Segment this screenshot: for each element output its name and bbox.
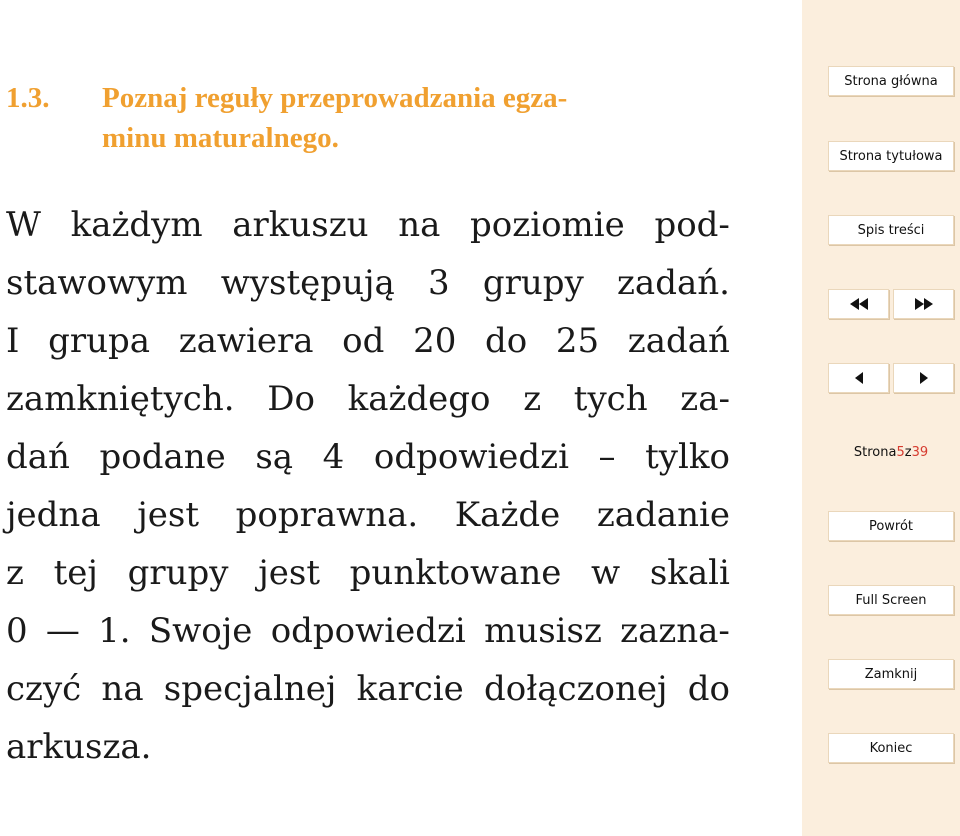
previous-page-button[interactable] [828, 363, 889, 393]
body-word: z [523, 379, 542, 419]
body-word: podane [99, 437, 226, 477]
section-title-line-2: minu maturalnego. [102, 122, 339, 154]
body-word: do [484, 321, 528, 361]
body-word: skali [649, 553, 730, 593]
body-word: pod- [654, 205, 730, 245]
close-button[interactable]: Zamknij [828, 659, 954, 689]
body-word: Do [267, 379, 315, 419]
page-nav-pair [828, 363, 954, 393]
body-word: odpowiedzi [373, 437, 569, 477]
next-icon [919, 372, 929, 384]
body-word: tylko [645, 437, 730, 477]
body-word: zazna- [620, 611, 730, 651]
body-word: arkuszu [232, 205, 369, 245]
body-word: czyć [6, 669, 82, 709]
body-word: specjalnej [163, 669, 337, 709]
fast-backward-button[interactable] [828, 289, 889, 319]
section-title [102, 78, 736, 158]
body-word: zawiera [178, 321, 314, 361]
page-label: Strona [853, 444, 897, 460]
fast-backward-icon [849, 298, 869, 310]
body-word: – [598, 437, 616, 477]
body-word: każdym [70, 205, 203, 245]
body-word: musisz [484, 611, 602, 651]
page-of-label: z [904, 444, 912, 460]
body-word: 0 [6, 611, 28, 651]
body-word: każdego [347, 379, 491, 419]
body-word: punktowane [349, 553, 562, 593]
body-word: są [255, 437, 294, 477]
full-screen-button[interactable]: Full Screen [828, 585, 954, 615]
body-word: w [591, 553, 621, 593]
body-word: grupy [127, 553, 229, 593]
body-line [6, 254, 730, 312]
body-word: grupy [482, 263, 584, 303]
page-indicator [828, 437, 954, 467]
body-paragraph [6, 196, 730, 776]
body-word: zadań [627, 321, 730, 361]
body-line [6, 196, 730, 254]
body-word: 1. [98, 611, 131, 651]
body-line [6, 428, 730, 486]
body-word: na [101, 669, 144, 709]
navigation-sidebar [802, 0, 960, 836]
section-number: 1.3. [6, 82, 50, 114]
fast-forward-icon [914, 298, 934, 310]
body-word: na [398, 205, 441, 245]
body-word: Swoje [148, 611, 253, 651]
body-word: jest [258, 553, 320, 593]
body-word: odpowiedzi [270, 611, 466, 651]
body-line [6, 718, 730, 776]
body-word: 4 [322, 437, 345, 477]
fast-forward-button[interactable] [893, 289, 954, 319]
body-word: tych [573, 379, 648, 419]
section-title-line-1: Poznaj reguły przeprowadzania egza- [102, 82, 568, 114]
body-line [6, 486, 730, 544]
body-line [6, 544, 730, 602]
body-word: zadań. [617, 263, 730, 303]
body-word: — [45, 611, 80, 651]
total-pages-number: 39 [911, 444, 929, 460]
body-word: z [6, 553, 24, 593]
body-word: 3 [428, 263, 450, 303]
body-word: dań [6, 437, 70, 477]
body-word: dołączonej [484, 669, 668, 709]
body-word: poziomie [470, 205, 625, 245]
body-line [6, 660, 730, 718]
body-line [6, 312, 730, 370]
body-word: zamkniętych. [6, 379, 235, 419]
body-word: jest [137, 495, 199, 535]
section-heading [6, 78, 736, 158]
body-word: grupa [48, 321, 151, 361]
previous-icon [854, 372, 864, 384]
body-word: zadanie [596, 495, 730, 535]
body-word: W [6, 205, 41, 245]
body-word: karcie [356, 669, 464, 709]
body-word: za- [680, 379, 730, 419]
body-word: od [342, 321, 385, 361]
body-word: Każde [454, 495, 561, 535]
body-word: jedna [6, 495, 101, 535]
table-of-contents-button[interactable]: Spis treści [828, 215, 954, 245]
body-line [6, 370, 730, 428]
body-line [6, 602, 730, 660]
body-word: występują [220, 263, 395, 303]
body-word: stawowym [6, 263, 188, 303]
back-button[interactable]: Powrót [828, 511, 954, 541]
next-page-button[interactable] [893, 363, 954, 393]
title-page-button[interactable]: Strona tytułowa [828, 141, 954, 171]
body-word: 25 [555, 321, 600, 361]
body-word: I [6, 321, 20, 361]
body-word: arkusza. [6, 727, 152, 767]
current-page-number: 5 [896, 444, 905, 460]
body-word: do [687, 669, 730, 709]
body-word: tej [53, 553, 98, 593]
body-word: poprawna. [235, 495, 419, 535]
body-word: 20 [413, 321, 457, 361]
fast-nav-pair [828, 289, 954, 319]
end-button[interactable]: Koniec [828, 733, 954, 763]
home-page-button[interactable]: Strona główna [828, 66, 954, 96]
